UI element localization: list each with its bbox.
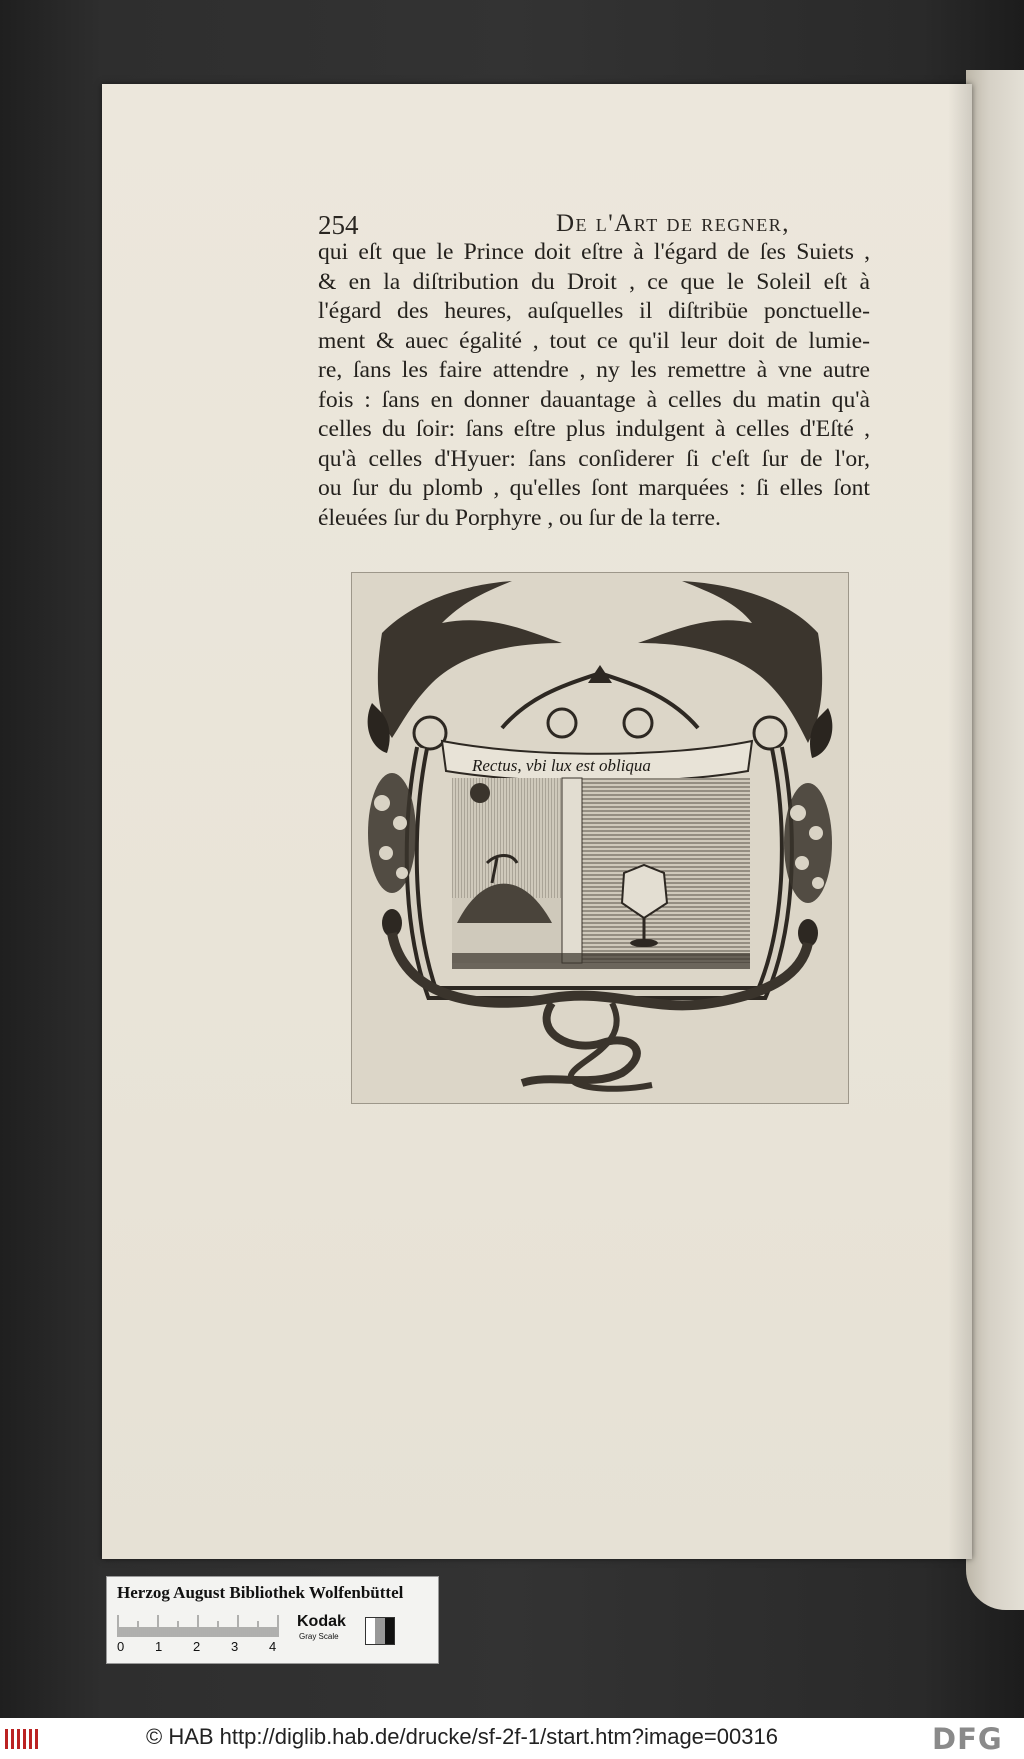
body-text xyxy=(318,238,870,533)
measurement-ruler xyxy=(117,1613,287,1637)
running-title: De l'Art de regner, xyxy=(556,210,791,237)
motto-banner xyxy=(442,741,752,782)
kodak-subtitle: Gray Scale xyxy=(299,1632,339,1641)
library-name: Herzog August Bibliothek Wolfenbüttel xyxy=(117,1583,404,1602)
text-line: & en la diſtribution du Droit , ce que le Soleil eſt à xyxy=(318,268,870,295)
library-color-card xyxy=(106,1576,439,1664)
text-line: re, ſans les faire attendre , ny les remettre à vne autre xyxy=(318,357,870,383)
next-page-edge xyxy=(966,70,1024,1610)
sun-icon xyxy=(470,783,490,803)
text-line: ment & auec égalité , tout ce qu'il leur doit de lumie- xyxy=(318,327,870,354)
emblem-engraving xyxy=(351,572,849,1104)
text-line: ou ſur du plomb , qu'elles ſont marquées : ſi elles ſont xyxy=(318,475,870,501)
ruler-number: 0 xyxy=(117,1639,125,1654)
ruler-number: 3 xyxy=(231,1639,239,1654)
dfg-logo: DFG xyxy=(932,1722,1003,1756)
text-line: qu'à celles d'Hyuer: ſans conſiderer ſi c'eſt ſur de l'or, xyxy=(318,445,870,472)
text-line: éleuées ſur du Porphyre , ou ſur de la terre. xyxy=(318,504,721,531)
left-eagle xyxy=(368,581,562,753)
interior-scene xyxy=(452,778,750,969)
ornament-crest xyxy=(414,665,786,749)
footer-bar xyxy=(0,1718,1024,1759)
emblem-illustration xyxy=(352,573,848,1103)
footer-source-link[interactable]: © HAB http://diglib.hab.de/drucke/sf-2f-1/start.htm?image=00316 xyxy=(146,1724,778,1749)
text-line: fois : ſans en donner dauantage à celles du matin qu'à xyxy=(318,386,870,413)
kodak-label: Kodak xyxy=(297,1613,346,1630)
text-line: qui eſt que le Prince doit eſtre à l'égard de ſes Suiets , xyxy=(318,239,870,265)
gray-scale-swatch xyxy=(365,1617,395,1645)
text-line: celles du ſoir: ſans eſtre plus indulgent à celles d'Eſté , xyxy=(318,416,870,442)
motto-text: Rectus, vbi lux est obliqua xyxy=(472,756,651,775)
text-line: l'égard des heures, auſquelles il diſtribüe ponctuelle- xyxy=(318,298,870,324)
ruler-number: 1 xyxy=(155,1639,163,1654)
hab-logo-icon xyxy=(4,1726,44,1752)
right-grape-garland xyxy=(784,783,832,947)
ruler-number: 2 xyxy=(193,1639,201,1654)
right-eagle xyxy=(638,581,832,758)
page-number: 254 xyxy=(318,210,359,240)
ruler-number: 4 xyxy=(269,1639,277,1654)
